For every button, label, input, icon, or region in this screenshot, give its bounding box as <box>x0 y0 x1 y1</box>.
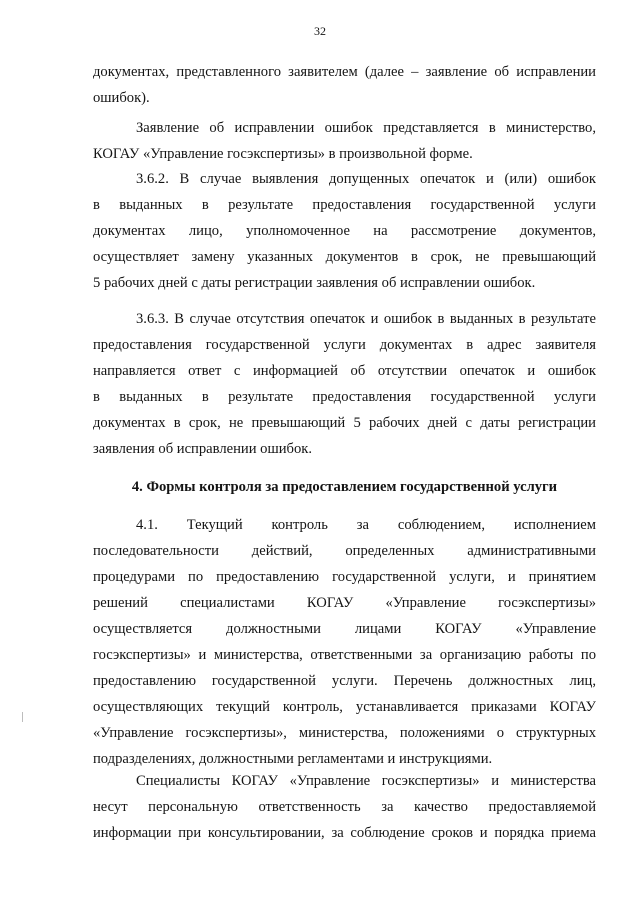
text-line: 3.6.3. В случае отсутствия опечаток и ошибок в выданных в результате <box>136 311 596 327</box>
paragraph-3-6-2 <box>93 166 596 296</box>
text-line: несут персональную ответственность за качество предоставляемой <box>93 799 596 815</box>
text-line: документах лицо, уполномоченное на рассмотрение документов, <box>93 223 596 239</box>
text-line: предоставления государственной услуги документах в адрес заявителя <box>93 337 596 353</box>
text-line: документах в срок, не превышающий 5 рабочих дней с даты регистрации <box>93 415 596 431</box>
text-line: процедурами по предоставлению государственной услуги, и принятием <box>93 569 596 585</box>
paragraph-3-6-3 <box>93 306 596 462</box>
text-line: последовательности действий, определенных административными <box>93 543 596 559</box>
text-line: Заявление об исправлении ошибок представляется в министерство, <box>136 120 596 136</box>
text-line: решений специалистами КОГАУ «Управление госэкспертизы» <box>93 595 596 611</box>
text-line: осуществляющих текущий контроль, устанавливается приказами КОГАУ <box>93 699 596 715</box>
paragraph-submission <box>93 115 596 167</box>
paragraph-specialists <box>93 768 596 846</box>
text-line: документах, представленного заявителем (далее – заявление об исправлении <box>93 64 596 80</box>
text-line: осуществляет замену указанных документов в срок, не превышающий <box>93 249 596 265</box>
text-line: «Управление госэкспертизы», министерства, положениями о структурных <box>93 725 596 741</box>
text-line: в выданных в результате предоставления государственной услуги <box>93 197 596 213</box>
text-line: подразделениях, должностными регламентами и инструкциями. <box>93 751 493 767</box>
text-line: 5 рабочих дней с даты регистрации заявления об исправлении ошибок. <box>93 275 536 291</box>
section-title: 4. Формы контроля за предоставлением государственной услуги <box>131 479 558 495</box>
text-line: 4.1. Текущий контроль за соблюдением, исполнением <box>136 517 596 533</box>
text-line: Специалисты КОГАУ «Управление госэкспертизы» и министерства <box>136 773 596 789</box>
text-line: направляется ответ с информацией об отсутствии опечаток и ошибок <box>93 363 596 379</box>
text-line: в выданных в результате предоставления государственной услуги <box>93 389 596 405</box>
body-text <box>93 59 596 111</box>
text-line: госэкспертизы» и министерства, ответственными за организацию работы по <box>93 647 596 663</box>
text-line: 3.6.2. В случае выявления допущенных опечаток и (или) ошибок <box>136 171 596 187</box>
text-line: ошибок). <box>93 90 150 106</box>
page-number: 32 <box>314 24 326 38</box>
section-heading <box>93 474 596 500</box>
text-line: предоставлению государственной услуги. Перечень должностных лиц, <box>93 673 596 689</box>
text-line: информации при консультировании, за соблюдение сроков и порядка приема <box>93 825 596 841</box>
text-line: осуществляется должностными лицами КОГАУ «Управление <box>93 621 596 637</box>
paragraph-4-1 <box>93 512 596 772</box>
text-line: КОГАУ «Управление госэкспертизы» в произвольной форме. <box>93 146 473 162</box>
text-line: заявления об исправлении ошибок. <box>93 441 312 457</box>
scan-margin-mark <box>22 712 23 722</box>
